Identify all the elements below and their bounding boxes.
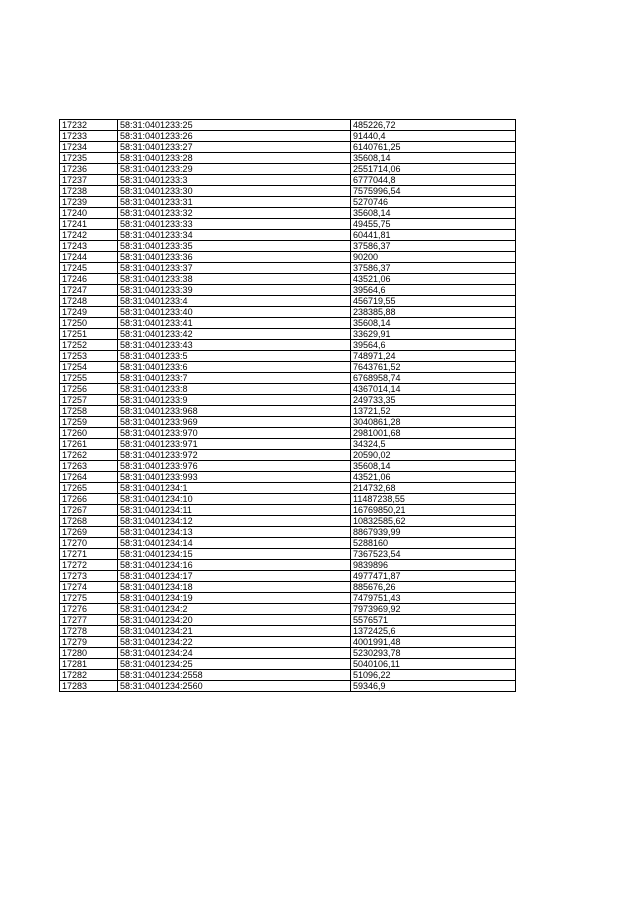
value-cell: 5576571: [351, 615, 516, 626]
table-row: [60, 219, 516, 230]
row-number-cell: 17269: [60, 527, 118, 538]
row-number-cell: 17256: [60, 384, 118, 395]
cadastral-number-cell: 58:31:0401233:35: [118, 241, 351, 252]
cadastral-number-cell: 58:31:0401233:27: [118, 142, 351, 153]
value-cell: 5288160: [351, 538, 516, 549]
row-number-cell: 17248: [60, 296, 118, 307]
row-number-cell: 17283: [60, 681, 118, 692]
cadastral-number-cell: 58:31:0401234:20: [118, 615, 351, 626]
row-number-cell: 17236: [60, 164, 118, 175]
table-row: [60, 285, 516, 296]
row-number-cell: 17261: [60, 439, 118, 450]
cadastral-number-cell: 58:31:0401233:29: [118, 164, 351, 175]
table-row: [60, 604, 516, 615]
row-number-cell: 17279: [60, 637, 118, 648]
value-cell: 6777044,8: [351, 175, 516, 186]
value-cell: 748971,24: [351, 351, 516, 362]
cadastral-number-cell: 58:31:0401234:1: [118, 483, 351, 494]
cadastral-number-cell: 58:31:0401234:2560: [118, 681, 351, 692]
value-cell: 5230293,78: [351, 648, 516, 659]
value-cell: 10832585,62: [351, 516, 516, 527]
cadastral-number-cell: 58:31:0401233:28: [118, 153, 351, 164]
cadastral-number-cell: 58:31:0401233:993: [118, 472, 351, 483]
table-row: [60, 461, 516, 472]
cadastral-number-cell: 58:31:0401234:25: [118, 659, 351, 670]
cadastral-number-cell: 58:31:0401234:15: [118, 549, 351, 560]
row-number-cell: 17263: [60, 461, 118, 472]
cadastral-number-cell: 58:31:0401233:41: [118, 318, 351, 329]
cadastral-number-cell: 58:31:0401234:2558: [118, 670, 351, 681]
value-cell: 35608,14: [351, 153, 516, 164]
row-number-cell: 17249: [60, 307, 118, 318]
table-row: [60, 516, 516, 527]
row-number-cell: 17246: [60, 274, 118, 285]
table-row: [60, 186, 516, 197]
table-row: [60, 648, 516, 659]
table-row: [60, 340, 516, 351]
cadastral-number-cell: 58:31:0401233:9: [118, 395, 351, 406]
table-row: [60, 637, 516, 648]
value-cell: 885676,26: [351, 582, 516, 593]
row-number-cell: 17266: [60, 494, 118, 505]
table-row: [60, 329, 516, 340]
row-number-cell: 17254: [60, 362, 118, 373]
table-row: [60, 483, 516, 494]
value-cell: 49455,75: [351, 219, 516, 230]
row-number-cell: 17280: [60, 648, 118, 659]
cadastral-number-cell: 58:31:0401234:13: [118, 527, 351, 538]
table-row: [60, 681, 516, 692]
row-number-cell: 17260: [60, 428, 118, 439]
table-row: [60, 395, 516, 406]
table-row: [60, 659, 516, 670]
row-number-cell: 17268: [60, 516, 118, 527]
cadastral-number-cell: 58:31:0401233:39: [118, 285, 351, 296]
cadastral-number-cell: 58:31:0401233:976: [118, 461, 351, 472]
row-number-cell: 17262: [60, 450, 118, 461]
table-row: [60, 571, 516, 582]
table-row: [60, 252, 516, 263]
row-number-cell: 17258: [60, 406, 118, 417]
row-number-cell: 17275: [60, 593, 118, 604]
value-cell: 20590,02: [351, 450, 516, 461]
table-row: [60, 230, 516, 241]
value-cell: 1372425,6: [351, 626, 516, 637]
cadastral-number-cell: 58:31:0401233:30: [118, 186, 351, 197]
table-row: [60, 241, 516, 252]
cadastral-number-cell: 58:31:0401233:43: [118, 340, 351, 351]
cadastral-number-cell: 58:31:0401233:42: [118, 329, 351, 340]
value-cell: 90200: [351, 252, 516, 263]
row-number-cell: 17267: [60, 505, 118, 516]
value-cell: 4001991,48: [351, 637, 516, 648]
value-cell: 13721,52: [351, 406, 516, 417]
table-row: [60, 296, 516, 307]
row-number-cell: 17257: [60, 395, 118, 406]
table-row: [60, 505, 516, 516]
value-cell: 37586,37: [351, 263, 516, 274]
row-number-cell: 17237: [60, 175, 118, 186]
table-row: [60, 560, 516, 571]
value-cell: 2551714,06: [351, 164, 516, 175]
row-number-cell: 17252: [60, 340, 118, 351]
table-row: [60, 208, 516, 219]
value-cell: 11487238,55: [351, 494, 516, 505]
value-cell: 7643761,52: [351, 362, 516, 373]
cadastral-number-cell: 58:31:0401233:34: [118, 230, 351, 241]
table-row: [60, 626, 516, 637]
row-number-cell: 17270: [60, 538, 118, 549]
row-number-cell: 17243: [60, 241, 118, 252]
table-row: [60, 593, 516, 604]
value-cell: 4367014,14: [351, 384, 516, 395]
value-cell: 39564,6: [351, 285, 516, 296]
cadastral-number-cell: 58:31:0401233:25: [118, 120, 351, 131]
cadastral-number-cell: 58:31:0401233:4: [118, 296, 351, 307]
table-row: [60, 670, 516, 681]
row-number-cell: 17241: [60, 219, 118, 230]
value-cell: 37586,37: [351, 241, 516, 252]
row-number-cell: 17273: [60, 571, 118, 582]
cadastral-number-cell: 58:31:0401234:16: [118, 560, 351, 571]
table-row: [60, 131, 516, 142]
row-number-cell: 17272: [60, 560, 118, 571]
value-cell: 35608,14: [351, 318, 516, 329]
value-cell: 249733,35: [351, 395, 516, 406]
cadastral-number-cell: 58:31:0401234:11: [118, 505, 351, 516]
value-cell: 238385,88: [351, 307, 516, 318]
cadastral-number-cell: 58:31:0401234:10: [118, 494, 351, 505]
cadastral-number-cell: 58:31:0401234:12: [118, 516, 351, 527]
cadastral-number-cell: 58:31:0401234:14: [118, 538, 351, 549]
cadastral-number-cell: 58:31:0401233:31: [118, 197, 351, 208]
value-cell: 34324,5: [351, 439, 516, 450]
table-row: [60, 373, 516, 384]
row-number-cell: 17232: [60, 120, 118, 131]
row-number-cell: 17271: [60, 549, 118, 560]
value-cell: 7973969,92: [351, 604, 516, 615]
table-row: [60, 351, 516, 362]
table-row: [60, 120, 516, 131]
row-number-cell: 17259: [60, 417, 118, 428]
table-row: [60, 472, 516, 483]
row-number-cell: 17278: [60, 626, 118, 637]
table-row: [60, 538, 516, 549]
value-cell: 33629,91: [351, 329, 516, 340]
row-number-cell: 17274: [60, 582, 118, 593]
cadastral-number-cell: 58:31:0401233:968: [118, 406, 351, 417]
cadastral-number-cell: 58:31:0401234:19: [118, 593, 351, 604]
table-row: [60, 274, 516, 285]
value-cell: 485226,72: [351, 120, 516, 131]
cadastral-number-cell: 58:31:0401233:972: [118, 450, 351, 461]
table-row: [60, 175, 516, 186]
value-cell: 7367523,54: [351, 549, 516, 560]
cadastral-number-cell: 58:31:0401234:22: [118, 637, 351, 648]
cadastral-number-cell: 58:31:0401233:5: [118, 351, 351, 362]
value-cell: 7479751,43: [351, 593, 516, 604]
value-cell: 43521,06: [351, 274, 516, 285]
cadastral-number-cell: 58:31:0401233:971: [118, 439, 351, 450]
row-number-cell: 17235: [60, 153, 118, 164]
cadastral-number-cell: 58:31:0401233:8: [118, 384, 351, 395]
row-number-cell: 17247: [60, 285, 118, 296]
value-cell: 456719,55: [351, 296, 516, 307]
table-row: [60, 384, 516, 395]
cadastral-number-cell: 58:31:0401233:40: [118, 307, 351, 318]
row-number-cell: 17265: [60, 483, 118, 494]
cadastral-number-cell: 58:31:0401234:17: [118, 571, 351, 582]
value-cell: 60441,81: [351, 230, 516, 241]
cadastral-number-cell: 58:31:0401233:969: [118, 417, 351, 428]
table-row: [60, 494, 516, 505]
table-row: [60, 428, 516, 439]
cadastral-number-cell: 58:31:0401234:21: [118, 626, 351, 637]
table-row: [60, 615, 516, 626]
value-cell: 5270746: [351, 197, 516, 208]
table-row: [60, 153, 516, 164]
value-cell: 4977471,87: [351, 571, 516, 582]
value-cell: 3040861,28: [351, 417, 516, 428]
cadastral-number-cell: 58:31:0401233:32: [118, 208, 351, 219]
value-cell: 5040106,11: [351, 659, 516, 670]
cadastral-number-cell: 58:31:0401233:38: [118, 274, 351, 285]
value-cell: 43521,06: [351, 472, 516, 483]
row-number-cell: 17255: [60, 373, 118, 384]
value-cell: 16769850,21: [351, 505, 516, 516]
row-number-cell: 17251: [60, 329, 118, 340]
cadastral-number-cell: 58:31:0401233:33: [118, 219, 351, 230]
table-body: [60, 120, 516, 692]
row-number-cell: 17233: [60, 131, 118, 142]
cadastral-number-cell: 58:31:0401233:36: [118, 252, 351, 263]
cadastral-number-cell: 58:31:0401233:970: [118, 428, 351, 439]
cadastral-number-cell: 58:31:0401233:6: [118, 362, 351, 373]
table-row: [60, 263, 516, 274]
value-cell: 59346,9: [351, 681, 516, 692]
value-cell: 35608,14: [351, 208, 516, 219]
table-row: [60, 450, 516, 461]
table-row: [60, 582, 516, 593]
row-number-cell: 17244: [60, 252, 118, 263]
value-cell: 9839896: [351, 560, 516, 571]
cadastral-number-cell: 58:31:0401234:24: [118, 648, 351, 659]
row-number-cell: 17238: [60, 186, 118, 197]
row-number-cell: 17277: [60, 615, 118, 626]
table-row: [60, 549, 516, 560]
row-number-cell: 17276: [60, 604, 118, 615]
table-row: [60, 417, 516, 428]
value-cell: 39564,6: [351, 340, 516, 351]
value-cell: 7575996,54: [351, 186, 516, 197]
row-number-cell: 17250: [60, 318, 118, 329]
value-cell: 6140761,25: [351, 142, 516, 153]
row-number-cell: 17245: [60, 263, 118, 274]
table-row: [60, 164, 516, 175]
cadastral-number-cell: 58:31:0401233:7: [118, 373, 351, 384]
value-cell: 2981001,68: [351, 428, 516, 439]
cadastral-number-cell: 58:31:0401233:37: [118, 263, 351, 274]
table-row: [60, 406, 516, 417]
value-cell: 35608,14: [351, 461, 516, 472]
row-number-cell: 17282: [60, 670, 118, 681]
row-number-cell: 17239: [60, 197, 118, 208]
value-cell: 214732,68: [351, 483, 516, 494]
value-cell: 51096,22: [351, 670, 516, 681]
table-row: [60, 362, 516, 373]
cadastral-number-cell: 58:31:0401233:3: [118, 175, 351, 186]
cadastral-value-table: [59, 119, 516, 692]
cadastral-number-cell: 58:31:0401233:26: [118, 131, 351, 142]
row-number-cell: 17253: [60, 351, 118, 362]
row-number-cell: 17240: [60, 208, 118, 219]
table-row: [60, 197, 516, 208]
value-cell: 8867939,99: [351, 527, 516, 538]
table-row: [60, 318, 516, 329]
value-cell: 6768958,74: [351, 373, 516, 384]
row-number-cell: 17264: [60, 472, 118, 483]
table-row: [60, 307, 516, 318]
row-number-cell: 17242: [60, 230, 118, 241]
table-row: [60, 527, 516, 538]
cadastral-number-cell: 58:31:0401234:2: [118, 604, 351, 615]
row-number-cell: 17281: [60, 659, 118, 670]
row-number-cell: 17234: [60, 142, 118, 153]
value-cell: 91440,4: [351, 131, 516, 142]
table-row: [60, 142, 516, 153]
table-row: [60, 439, 516, 450]
cadastral-number-cell: 58:31:0401234:18: [118, 582, 351, 593]
